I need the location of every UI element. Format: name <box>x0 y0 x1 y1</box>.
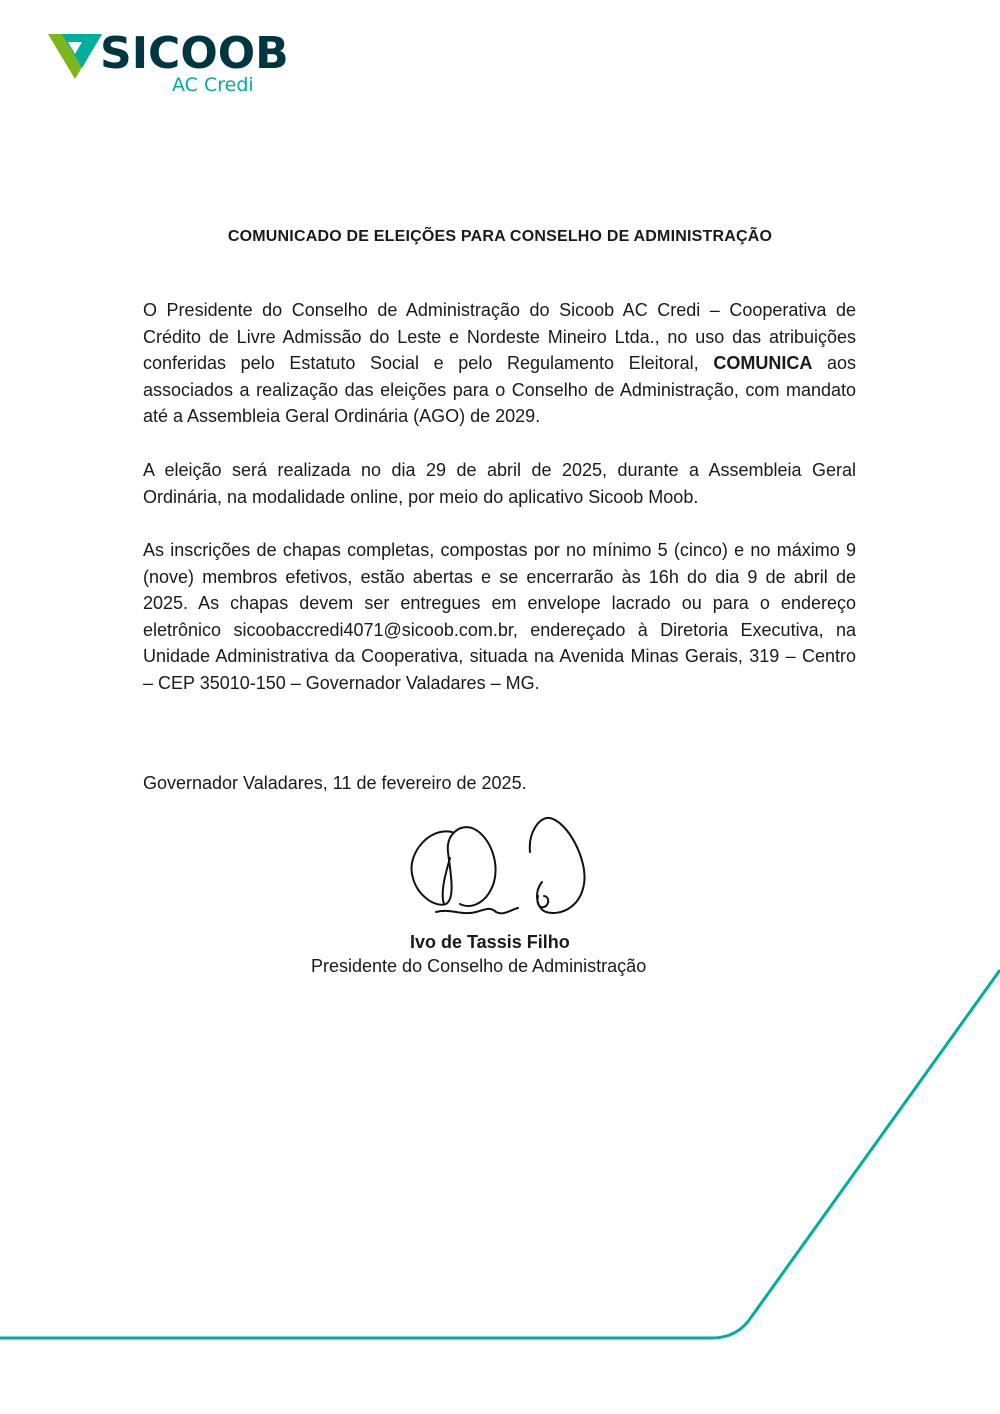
sicoob-symbol-icon <box>48 32 102 80</box>
paragraph-election-date: A eleição será realizada no dia 29 de abril de 2025, durante a Assembleia Geral Ordinária, na modalidade online, por meio do aplicativo Sicoob Moob. <box>143 460 856 507</box>
signer-name: Ivo de Tassis Filho <box>410 932 570 952</box>
paragraph-registration: As inscrições de chapas completas, compostas por no mínimo 5 (cinco) e no máximo 9 (nove) membros efetivos, estão abertas e se encerrarão às 16h do dia 9 de abril de 2025. As chapas devem ser entregues em envelope lacrado ou para o endereço eletrônico sicoobaccredi4071@sicoob.com.br, endereçado à Diretoria Executiva, na Unidade Administrativa da Cooperativa, situada na Avenida Minas Gerais, 319 – Centro – CEP 35010-150 – Governador Valadares – MG. <box>143 540 856 693</box>
document-title: COMUNICADO DE ELEIÇÕES PARA CONSELHO DE ADMINISTRAÇÃO <box>227 228 773 245</box>
paragraph-announcement-after: aos associados a realização das eleições para o Conselho de Administração, com mandato até a Assembleia Geral Ordinária (AGO) de 2029. <box>143 353 856 427</box>
signer-role: Presidente do Conselho de Administração <box>311 956 647 976</box>
handwritten-signature <box>400 812 600 922</box>
sicoob-logo <box>48 28 289 102</box>
paragraph-announcement-before: O Presidente do Conselho de Administração do Sicoob AC Credi – Cooperativa de Crédito de Livre Admissão do Leste e Nordeste Mineiro Ltda., no uso das atribuições conferidas pelo Estatuto Social e pelo Regulamento Eleitoral, <box>143 300 856 374</box>
paragraph-announcement <box>143 297 856 430</box>
brand-name: SICOOB <box>100 28 289 79</box>
date-line: Governador Valadares, 11 de fevereiro de 2025. <box>143 773 527 793</box>
brand-unit: AC Credi <box>172 74 254 96</box>
paragraph-announcement-emphasis: COMUNICA <box>713 353 813 374</box>
